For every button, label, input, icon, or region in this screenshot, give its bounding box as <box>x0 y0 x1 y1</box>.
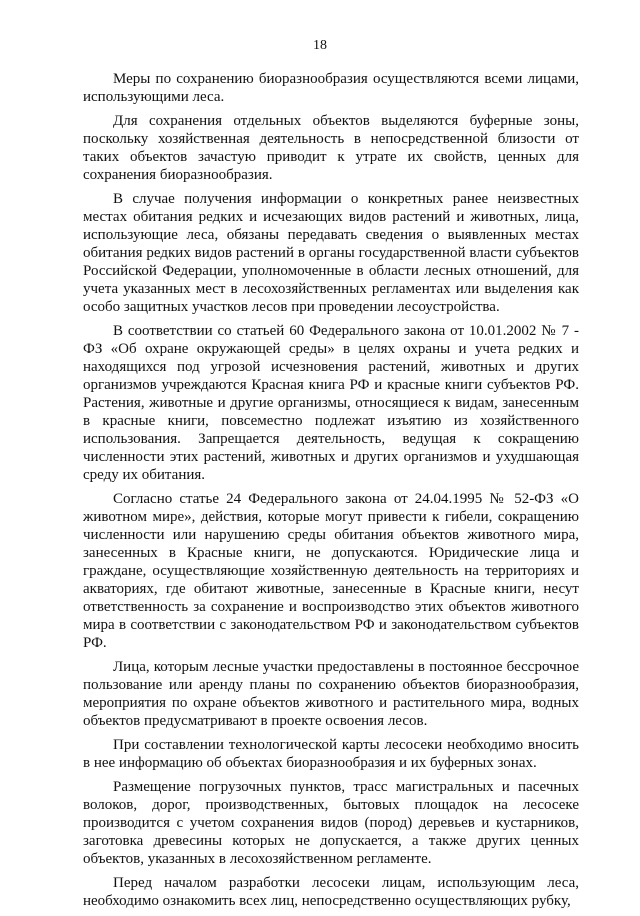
page-body <box>83 70 579 916</box>
paragraph-site-placement: Размещение погрузочных пунктов, трасс магистральных и пасечных волоков, дорог, производственных, бытовых площадок на лесосеке производится с учетом сохранения видов (пород) деревьев и кустарников, заготовка древесины которых не допускается, а также других ценных объектов, указанных в лесохозяйственном регламенте. <box>83 779 579 867</box>
paragraph-forest-development-project: Лица, которым лесные участки предоставлены в постоянное бессрочное пользование или аренду планы по сохранению объектов биоразнообразия, мероприятия по охране объектов животного и растительного мира, водных объектов предусматривают в проекте освоения лесов. <box>83 659 579 729</box>
paragraph-law-animal-world: Согласно статье 24 Федерального закона от 24.04.1995 № 52-ФЗ «О животном мире», действия, которые могут привести к гибели, сокращению численности или нарушению среды обитания объектов животного мира, занесенных в Красные книги, не допускаются. Юридические лица и граждане, осуществляющие хозяйственную деятельность на территориях и акваториях, где обитают животные, занесенные в Красные книги, несут ответственность за сохранение и воспроизводство этих объектов животного мира в соответствии с законодательством РФ и законодательством субъектов РФ. <box>83 491 579 651</box>
page-number: 18 <box>313 38 327 53</box>
paragraph-biodiversity-measures: Меры по сохранению биоразнообразия осуществляются всеми лицами, использующими леса. <box>83 71 579 105</box>
paragraph-buffer-zones: Для сохранения отдельных объектов выделяются буферные зоны, поскольку хозяйственная деятельность в непосредственной близости от таких объектов зачастую приводит к утрате их свойств, ценных для сохранения биоразнообразия. <box>83 113 579 183</box>
paragraph-rare-species-reporting: В случае получения информации о конкретных ранее неизвестных местах обитания редких и исчезающих видов растений и животных, лица, использующие леса, обязаны передавать сведения о выявленных местах обитания редких видов растений в органы государственной власти субъектов Российской Федерации, уполномоченные в области лесных отношений, для учета указанных мест в лесохозяйственных регламентах или выделения как особо защитных участков лесов при проведении лесоустройства. <box>83 191 579 315</box>
paragraph-logging-start: Перед началом разработки лесосеки лицам, использующим леса, необходимо ознакомить всех лиц, непосредственно осуществляющих рубку, <box>83 875 579 909</box>
paragraph-law-environment-protection: В соответствии со статьей 60 Федерального закона от 10.01.2002 № 7 - ФЗ «Об охране окружающей среды» в целях охраны и учета редких и находящихся под угрозой исчезновения растений, животных и других организмов учреждаются Красная книга РФ и красные книги субъектов РФ. Растения, животные и другие организмы, относящиеся к видам, занесенным в красные книги, повсеместно подлежат изъятию из хозяйственного использования. Запрещается деятельность, ведущая к сокращению численности этих растений, животных и других организмов и ухудшающая среду их обитания. <box>83 323 579 483</box>
paragraph-technological-map: При составлении технологической карты лесосеки необходимо вносить в нее информацию об объектах биоразнообразия и их буферных зонах. <box>83 737 579 771</box>
